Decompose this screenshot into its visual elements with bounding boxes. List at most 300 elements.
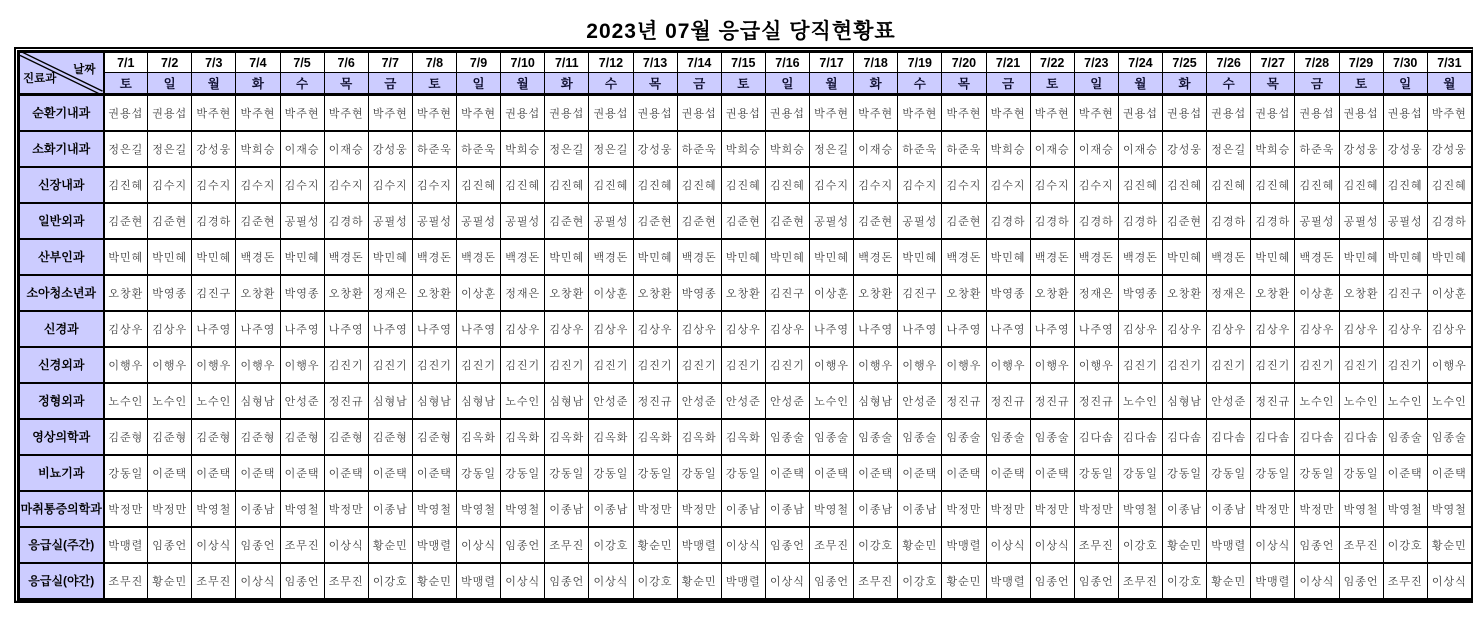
duty-cell: 김상우 — [501, 311, 545, 347]
duty-cell: 이강호 — [589, 527, 633, 563]
duty-cell: 박정만 — [1251, 491, 1295, 527]
duty-cell: 오창환 — [1163, 275, 1207, 311]
date-header: 7/4 — [236, 53, 280, 73]
weekday-header: 금 — [368, 73, 412, 95]
duty-cell: 공필성 — [1339, 203, 1383, 239]
duty-cell: 박희승 — [501, 131, 545, 167]
duty-cell: 이강호 — [368, 563, 412, 599]
date-header: 7/8 — [412, 53, 456, 73]
duty-cell: 노수인 — [1383, 383, 1427, 419]
department-name: 마취통증의학과 — [20, 491, 104, 527]
weekday-header: 월 — [192, 73, 236, 95]
duty-cell: 심형남 — [1163, 383, 1207, 419]
duty-cell: 김진혜 — [721, 167, 765, 203]
department-name: 신경과 — [20, 311, 104, 347]
duty-cell: 오창환 — [633, 275, 677, 311]
weekday-header: 월 — [501, 73, 545, 95]
duty-cell: 오창환 — [324, 275, 368, 311]
duty-cell: 김진혜 — [545, 167, 589, 203]
duty-cell: 권용섭 — [1118, 95, 1162, 131]
duty-cell: 오창환 — [1030, 275, 1074, 311]
duty-cell: 김옥화 — [589, 419, 633, 455]
duty-cell: 김진혜 — [1207, 167, 1251, 203]
date-header: 7/1 — [104, 53, 148, 73]
duty-cell: 백경돈 — [1295, 239, 1339, 275]
duty-cell: 강동일 — [1074, 455, 1118, 491]
duty-roster-table — [19, 52, 1472, 599]
duty-cell: 강동일 — [589, 455, 633, 491]
duty-cell: 박정만 — [324, 491, 368, 527]
duty-cell: 박맹렬 — [1251, 563, 1295, 599]
duty-cell: 이재승 — [1030, 131, 1074, 167]
duty-cell: 박정만 — [986, 491, 1030, 527]
duty-cell: 박희승 — [765, 131, 809, 167]
duty-cell: 백경돈 — [1030, 239, 1074, 275]
duty-cell: 황순민 — [633, 527, 677, 563]
department-row — [20, 239, 1472, 275]
date-header: 7/31 — [1427, 53, 1471, 73]
weekday-header: 일 — [1383, 73, 1427, 95]
duty-cell: 황순민 — [1207, 563, 1251, 599]
date-header: 7/12 — [589, 53, 633, 73]
duty-cell: 박민혜 — [986, 239, 1030, 275]
duty-cell: 강동일 — [1339, 455, 1383, 491]
duty-cell: 김상우 — [1163, 311, 1207, 347]
duty-cell: 김옥화 — [457, 419, 501, 455]
department-row — [20, 563, 1472, 599]
duty-cell: 이상훈 — [1427, 275, 1471, 311]
date-header: 7/17 — [810, 53, 854, 73]
department-name: 비뇨기과 — [20, 455, 104, 491]
duty-cell: 박민혜 — [1251, 239, 1295, 275]
weekday-header-row — [20, 73, 1472, 95]
duty-cell: 임종언 — [148, 527, 192, 563]
duty-cell: 김진기 — [1251, 347, 1295, 383]
date-header: 7/2 — [148, 53, 192, 73]
duty-cell: 이준택 — [148, 455, 192, 491]
duty-cell: 김진기 — [633, 347, 677, 383]
duty-cell: 권용섭 — [1163, 95, 1207, 131]
duty-cell: 김준형 — [148, 419, 192, 455]
duty-cell: 이상훈 — [589, 275, 633, 311]
duty-cell: 김수지 — [942, 167, 986, 203]
duty-cell: 김준형 — [104, 419, 148, 455]
department-name: 소아청소년과 — [20, 275, 104, 311]
weekday-header: 월 — [810, 73, 854, 95]
duty-cell: 강동일 — [457, 455, 501, 491]
duty-cell: 백경돈 — [1207, 239, 1251, 275]
weekday-header: 월 — [1427, 73, 1471, 95]
duty-cell: 황순민 — [898, 527, 942, 563]
duty-cell: 임종언 — [545, 563, 589, 599]
duty-cell: 공필성 — [589, 203, 633, 239]
duty-cell: 정은길 — [810, 131, 854, 167]
duty-cell: 박주현 — [236, 95, 280, 131]
duty-cell: 권용섭 — [104, 95, 148, 131]
duty-cell: 조무진 — [1383, 563, 1427, 599]
duty-cell: 박정만 — [1030, 491, 1074, 527]
weekday-header: 화 — [545, 73, 589, 95]
duty-cell: 이종남 — [721, 491, 765, 527]
duty-cell: 김진기 — [1163, 347, 1207, 383]
duty-cell: 정은길 — [104, 131, 148, 167]
duty-cell: 권용섭 — [765, 95, 809, 131]
duty-cell: 오창환 — [236, 275, 280, 311]
duty-cell: 강동일 — [104, 455, 148, 491]
duty-cell: 김진기 — [1383, 347, 1427, 383]
duty-cell: 이상식 — [1295, 563, 1339, 599]
duty-cell: 김진혜 — [1427, 167, 1471, 203]
duty-cell: 공필성 — [280, 203, 324, 239]
duty-cell: 공필성 — [1295, 203, 1339, 239]
duty-cell: 김준현 — [677, 203, 721, 239]
duty-cell: 임종언 — [1295, 527, 1339, 563]
roster-table-frame — [14, 47, 1473, 603]
duty-cell: 백경돈 — [677, 239, 721, 275]
date-header: 7/3 — [192, 53, 236, 73]
duty-cell: 김옥화 — [501, 419, 545, 455]
duty-cell: 박민혜 — [1383, 239, 1427, 275]
duty-cell: 이행우 — [1427, 347, 1471, 383]
duty-cell: 이상식 — [765, 563, 809, 599]
duty-cell: 김수지 — [1074, 167, 1118, 203]
duty-cell: 하준욱 — [942, 131, 986, 167]
duty-cell: 김경하 — [1427, 203, 1471, 239]
duty-cell: 김옥화 — [677, 419, 721, 455]
duty-cell: 오창환 — [545, 275, 589, 311]
duty-cell: 박민혜 — [1427, 239, 1471, 275]
duty-cell: 박민혜 — [1339, 239, 1383, 275]
duty-cell: 심형남 — [236, 383, 280, 419]
date-header: 7/21 — [986, 53, 1030, 73]
duty-cell: 노수인 — [1118, 383, 1162, 419]
duty-cell: 김상우 — [1251, 311, 1295, 347]
duty-cell: 김상우 — [721, 311, 765, 347]
duty-cell: 정진규 — [324, 383, 368, 419]
duty-cell: 김진기 — [765, 347, 809, 383]
duty-cell: 박민혜 — [104, 239, 148, 275]
department-name: 신경외과 — [20, 347, 104, 383]
duty-cell: 김상우 — [104, 311, 148, 347]
duty-cell: 김상우 — [589, 311, 633, 347]
duty-cell: 김진기 — [1339, 347, 1383, 383]
duty-cell: 나주영 — [942, 311, 986, 347]
weekday-header: 금 — [1295, 73, 1339, 95]
weekday-header: 토 — [104, 73, 148, 95]
duty-cell: 김상우 — [1383, 311, 1427, 347]
duty-cell: 정재은 — [1207, 275, 1251, 311]
duty-cell: 박맹렬 — [986, 563, 1030, 599]
duty-cell: 김수지 — [368, 167, 412, 203]
duty-cell: 이상식 — [1427, 563, 1471, 599]
duty-cell: 권용섭 — [633, 95, 677, 131]
duty-cell: 안성준 — [677, 383, 721, 419]
duty-cell: 노수인 — [1339, 383, 1383, 419]
department-name: 순환기내과 — [20, 95, 104, 131]
duty-cell: 김준현 — [633, 203, 677, 239]
duty-cell: 이준택 — [854, 455, 898, 491]
duty-cell: 김진기 — [324, 347, 368, 383]
duty-cell: 정은길 — [545, 131, 589, 167]
duty-cell: 정진규 — [1251, 383, 1295, 419]
duty-cell: 박정만 — [942, 491, 986, 527]
weekday-header: 화 — [854, 73, 898, 95]
duty-cell: 김수지 — [412, 167, 456, 203]
duty-cell: 권용섭 — [148, 95, 192, 131]
duty-cell: 김수지 — [898, 167, 942, 203]
department-name: 일반외과 — [20, 203, 104, 239]
duty-cell: 김진혜 — [765, 167, 809, 203]
duty-cell: 조무진 — [1339, 527, 1383, 563]
duty-cell: 박희승 — [986, 131, 1030, 167]
duty-cell: 김옥화 — [545, 419, 589, 455]
date-header: 7/27 — [1251, 53, 1295, 73]
weekday-header: 금 — [677, 73, 721, 95]
page-title: 2023년 07월 응급실 당직현황표 — [586, 20, 896, 43]
duty-cell: 박주현 — [324, 95, 368, 131]
duty-cell: 박민혜 — [368, 239, 412, 275]
duty-cell: 강동일 — [721, 455, 765, 491]
department-name: 영상의학과 — [20, 419, 104, 455]
duty-cell: 김진기 — [677, 347, 721, 383]
duty-cell: 오창환 — [412, 275, 456, 311]
duty-cell: 노수인 — [810, 383, 854, 419]
duty-cell: 나주영 — [854, 311, 898, 347]
duty-cell: 나주영 — [986, 311, 1030, 347]
duty-cell: 김수지 — [324, 167, 368, 203]
duty-cell: 박정만 — [1295, 491, 1339, 527]
weekday-header: 토 — [1030, 73, 1074, 95]
date-header: 7/18 — [854, 53, 898, 73]
duty-cell: 박맹렬 — [104, 527, 148, 563]
duty-cell: 강성웅 — [1163, 131, 1207, 167]
duty-cell: 김진기 — [545, 347, 589, 383]
duty-cell: 김진혜 — [1251, 167, 1295, 203]
date-header: 7/6 — [324, 53, 368, 73]
duty-cell: 박희승 — [1251, 131, 1295, 167]
weekday-header: 목 — [942, 73, 986, 95]
duty-cell: 김옥화 — [721, 419, 765, 455]
duty-cell: 김진기 — [1295, 347, 1339, 383]
duty-cell: 김진혜 — [1383, 167, 1427, 203]
duty-cell: 박영철 — [192, 491, 236, 527]
duty-cell: 노수인 — [1295, 383, 1339, 419]
weekday-header: 토 — [1339, 73, 1383, 95]
corner-label-date: 날짜 — [73, 64, 96, 76]
duty-cell: 나주영 — [1074, 311, 1118, 347]
duty-cell: 이상식 — [236, 563, 280, 599]
corner-label-dept: 진료과 — [23, 73, 57, 85]
duty-cell: 조무진 — [545, 527, 589, 563]
duty-cell: 김준형 — [280, 419, 324, 455]
duty-cell: 김진혜 — [104, 167, 148, 203]
duty-cell: 백경돈 — [457, 239, 501, 275]
duty-cell: 이행우 — [280, 347, 324, 383]
duty-cell: 하준욱 — [412, 131, 456, 167]
duty-cell: 김상우 — [633, 311, 677, 347]
weekday-header: 토 — [412, 73, 456, 95]
duty-cell: 이준택 — [1030, 455, 1074, 491]
duty-cell: 조무진 — [192, 563, 236, 599]
duty-cell: 박정만 — [104, 491, 148, 527]
duty-cell: 김수지 — [810, 167, 854, 203]
duty-cell: 안성준 — [1207, 383, 1251, 419]
duty-cell: 이준택 — [368, 455, 412, 491]
duty-cell: 박민혜 — [898, 239, 942, 275]
duty-cell: 이종남 — [236, 491, 280, 527]
duty-cell: 황순민 — [1427, 527, 1471, 563]
date-header: 7/19 — [898, 53, 942, 73]
duty-cell: 백경돈 — [1118, 239, 1162, 275]
duty-cell: 김준형 — [192, 419, 236, 455]
duty-cell: 김준현 — [1163, 203, 1207, 239]
duty-cell: 김수지 — [148, 167, 192, 203]
duty-cell: 이종남 — [545, 491, 589, 527]
duty-cell: 권용섭 — [721, 95, 765, 131]
duty-cell: 김준형 — [236, 419, 280, 455]
duty-cell: 나주영 — [324, 311, 368, 347]
duty-cell: 정진규 — [1074, 383, 1118, 419]
duty-cell: 공필성 — [810, 203, 854, 239]
duty-cell: 임종언 — [280, 563, 324, 599]
duty-cell: 강동일 — [1118, 455, 1162, 491]
duty-cell: 정은길 — [1207, 131, 1251, 167]
duty-cell: 이준택 — [280, 455, 324, 491]
duty-cell: 이재승 — [324, 131, 368, 167]
duty-cell: 박주현 — [986, 95, 1030, 131]
duty-cell: 정진규 — [942, 383, 986, 419]
duty-cell: 박영철 — [810, 491, 854, 527]
duty-cell: 박주현 — [368, 95, 412, 131]
weekday-header: 토 — [721, 73, 765, 95]
date-header: 7/24 — [1118, 53, 1162, 73]
duty-cell: 강동일 — [1207, 455, 1251, 491]
date-header: 7/25 — [1163, 53, 1207, 73]
duty-cell: 백경돈 — [854, 239, 898, 275]
roster-body — [20, 95, 1472, 599]
department-row — [20, 455, 1472, 491]
duty-cell: 이상식 — [1251, 527, 1295, 563]
duty-cell: 강동일 — [545, 455, 589, 491]
duty-cell: 이행우 — [942, 347, 986, 383]
duty-cell: 황순민 — [368, 527, 412, 563]
date-header: 7/28 — [1295, 53, 1339, 73]
duty-cell: 박맹렬 — [1207, 527, 1251, 563]
duty-cell: 강동일 — [501, 455, 545, 491]
corner-header-cell — [20, 53, 104, 95]
duty-cell: 이강호 — [898, 563, 942, 599]
duty-cell: 황순민 — [1163, 527, 1207, 563]
duty-cell: 김진혜 — [633, 167, 677, 203]
weekday-header: 월 — [1118, 73, 1162, 95]
duty-cell: 이행우 — [1030, 347, 1074, 383]
date-header: 7/10 — [501, 53, 545, 73]
duty-cell: 김수지 — [236, 167, 280, 203]
duty-cell: 조무진 — [280, 527, 324, 563]
duty-cell: 박맹렬 — [942, 527, 986, 563]
duty-cell: 김상우 — [1207, 311, 1251, 347]
duty-cell: 이준택 — [765, 455, 809, 491]
duty-cell: 임종술 — [854, 419, 898, 455]
duty-cell: 임종술 — [765, 419, 809, 455]
duty-cell: 박영종 — [677, 275, 721, 311]
duty-cell: 이강호 — [1163, 563, 1207, 599]
duty-cell: 이종남 — [1207, 491, 1251, 527]
duty-cell: 이종남 — [1163, 491, 1207, 527]
duty-cell: 이종남 — [589, 491, 633, 527]
duty-cell: 김진혜 — [677, 167, 721, 203]
weekday-header: 목 — [633, 73, 677, 95]
duty-cell: 하준욱 — [457, 131, 501, 167]
duty-cell: 황순민 — [942, 563, 986, 599]
duty-cell: 박영철 — [280, 491, 324, 527]
duty-cell: 강동일 — [1163, 455, 1207, 491]
duty-cell: 오창환 — [721, 275, 765, 311]
duty-cell: 김진구 — [898, 275, 942, 311]
weekday-header: 수 — [280, 73, 324, 95]
duty-cell: 노수인 — [148, 383, 192, 419]
duty-cell: 박영철 — [412, 491, 456, 527]
duty-cell: 강동일 — [1295, 455, 1339, 491]
duty-cell: 김상우 — [1339, 311, 1383, 347]
duty-cell: 백경돈 — [236, 239, 280, 275]
duty-cell: 노수인 — [501, 383, 545, 419]
duty-cell: 안성준 — [280, 383, 324, 419]
department-name: 신장내과 — [20, 167, 104, 203]
duty-cell: 나주영 — [412, 311, 456, 347]
duty-cell: 박맹렬 — [412, 527, 456, 563]
weekday-header: 목 — [1251, 73, 1295, 95]
department-name: 응급실(야간) — [20, 563, 104, 599]
duty-cell: 황순민 — [677, 563, 721, 599]
duty-cell: 박정만 — [677, 491, 721, 527]
duty-cell: 박영철 — [1427, 491, 1471, 527]
duty-cell: 박민혜 — [148, 239, 192, 275]
date-header: 7/23 — [1074, 53, 1118, 73]
duty-cell: 이준택 — [1427, 455, 1471, 491]
duty-cell: 김경하 — [1118, 203, 1162, 239]
duty-cell: 이재승 — [1074, 131, 1118, 167]
duty-cell: 권용섭 — [1251, 95, 1295, 131]
duty-cell: 박주현 — [280, 95, 324, 131]
duty-cell: 하준욱 — [677, 131, 721, 167]
duty-cell: 김준현 — [545, 203, 589, 239]
duty-cell: 공필성 — [412, 203, 456, 239]
duty-cell: 박영종 — [280, 275, 324, 311]
duty-cell: 이준택 — [192, 455, 236, 491]
duty-cell: 김수지 — [986, 167, 1030, 203]
duty-cell: 이행우 — [898, 347, 942, 383]
date-header: 7/29 — [1339, 53, 1383, 73]
duty-cell: 공필성 — [501, 203, 545, 239]
duty-cell: 오창환 — [1251, 275, 1295, 311]
duty-cell: 김준현 — [104, 203, 148, 239]
duty-cell: 공필성 — [457, 203, 501, 239]
duty-cell: 정재은 — [1074, 275, 1118, 311]
duty-cell: 임종술 — [1383, 419, 1427, 455]
duty-cell: 김다솜 — [1251, 419, 1295, 455]
duty-cell: 노수인 — [1427, 383, 1471, 419]
duty-cell: 강성웅 — [1427, 131, 1471, 167]
date-header: 7/26 — [1207, 53, 1251, 73]
duty-cell: 이준택 — [942, 455, 986, 491]
duty-cell: 이준택 — [986, 455, 1030, 491]
duty-cell: 강성웅 — [1339, 131, 1383, 167]
duty-cell: 김옥화 — [633, 419, 677, 455]
roster-header — [20, 53, 1472, 95]
duty-cell: 이준택 — [324, 455, 368, 491]
duty-cell: 김수지 — [854, 167, 898, 203]
